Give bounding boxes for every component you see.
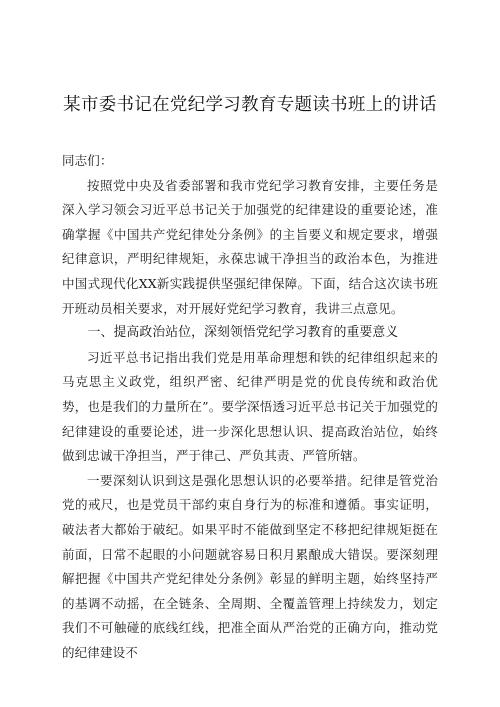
intro-paragraph: 按照党中央及省委部署和我市党纪学习教育安排，主要任务是深入学习领会习近平总书记关于加强党的纪律建设的重要论述，准确掌握《中国共产党纪律处分条例》的主旨要义和规定要求，增强纪律意识，严明纪律规矩，永葆忠诚干净担当的政治本色，为推进中国式现代化XX新实践提供坚强纪律保障。下面，结合这次读书班开班动员相关要求，对开展好党纪学习教育，我讲三点意见。 [62, 177, 438, 316]
salutation: 同志们： [62, 153, 113, 168]
section-heading-1: 一、提高政治站位，深刻领悟党纪学习教育的重要意义 [87, 325, 399, 341]
document-body [62, 149, 438, 665]
document-title: 某市委书记在党纪学习教育专题读书班上的讲话 [63, 95, 437, 115]
section1-paragraph-2: 一要深刻认识到这是强化思想认识的必要举措。纪律是管党治党的戒尺，也是党员干部约束自身行为的标准和遵循。事实证明，破法者大都始于破纪。如果平时不能做到坚定不移把纪律规矩挺在前面，日常不起眼的小问题就容易日积月累酿成大错误。要深刻理解把握《中国共产党纪律处分条例》彰显的鲜明主题，始终坚持严的基调不动摇，在全链条、全周期、全覆盖管理上持续发力，划定我们不可触碰的底线红线，把准全面从严治党的正确方向，推动党的纪律建设不 [62, 472, 438, 660]
section1-paragraph-1: 习近平总书记指出我们党是用革命理想和铁的纪律组织起来的马克思主义政党，组织严密、纪律严明是党的优良传统和政治优势，也是我们的力量所在”。要学深悟透习近平总书记关于加强党的纪律建设的重要论述，进一步深化思想认识、提高政治站位，始终做到忠诚干净担当，严于律己、严负其责、严管所辖。 [62, 349, 438, 464]
